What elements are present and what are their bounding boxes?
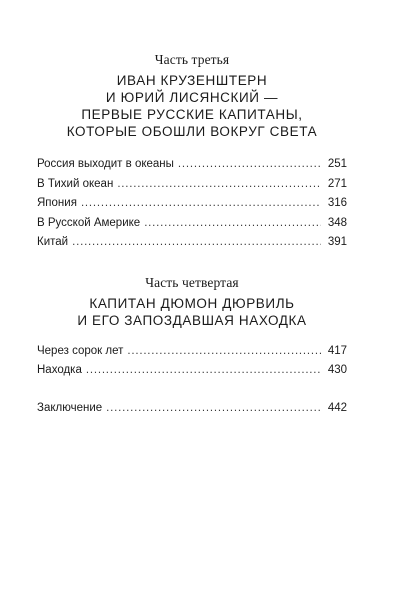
dot-leader [81,194,321,214]
toc-entry-page-number: 251 [327,158,347,170]
toc-entry[interactable] [37,233,347,253]
toc-entry-title: Заключение [37,401,103,414]
part-four-title [37,295,347,329]
toc-entry-title: В Тихий океан [37,177,114,190]
part-three-section [37,52,347,253]
part-three-title [37,72,347,140]
toc-entry[interactable] [37,342,347,362]
conclusion-toc-list [37,399,347,419]
toc-entry[interactable] [37,155,347,175]
toc-entry-page-number: 271 [327,177,347,190]
dot-leader [178,155,321,175]
dot-leader [117,175,321,195]
part-four-title-line: КАПИТАН ДЮМОН ДЮРВИЛЬ [89,295,295,311]
toc-entry-page-number: 442 [327,401,347,414]
dot-leader [144,214,321,234]
toc-entry-page-number: 348 [327,216,347,229]
part-four-section [37,275,347,419]
toc-entry-title: Находка [37,364,82,376]
part-three-title-line: ИВАН КРУЗЕНШТЕРН [116,73,268,88]
toc-entry-title: Россия выходит в океаны [37,158,174,170]
toc-entry[interactable] [37,194,347,214]
part-three-title-line: И ЮРИЙ ЛИСЯНСКИЙ — [105,90,279,105]
dot-leader [106,399,321,419]
toc-entry-conclusion[interactable] [37,399,347,419]
part-four-label: Часть четвертая [145,274,239,290]
table-of-contents-page [37,52,347,418]
dot-leader [127,342,321,362]
toc-entry-title: Через сорок лет [37,344,124,357]
toc-entry-page-number: 316 [327,197,347,209]
toc-entry-page-number: 391 [327,236,347,248]
part-four-title-line: И ЕГО ЗАПОЗДАВШАЯ НАХОДКА [77,312,307,328]
part-three-label: Часть третья [154,52,230,67]
dot-leader [86,361,321,381]
part-three-title-line: КОТОРЫЕ ОБОШЛИ ВОКРУГ СВЕТА [66,124,318,139]
toc-entry-title: Япония [37,197,77,209]
toc-entry[interactable] [37,361,347,381]
toc-entry[interactable] [37,214,347,234]
part-four-toc-list [37,342,347,381]
part-three-toc-list [37,155,347,253]
toc-entry[interactable] [37,175,347,195]
toc-entry-page-number: 430 [327,364,347,376]
toc-entry-title: В Русской Америке [37,216,141,229]
toc-entry-page-number: 417 [327,344,347,357]
part-three-title-line: ПЕРВЫЕ РУССКИЕ КАПИТАНЫ, [81,107,303,122]
dot-leader [72,233,321,253]
toc-entry-title: Китай [37,236,69,248]
